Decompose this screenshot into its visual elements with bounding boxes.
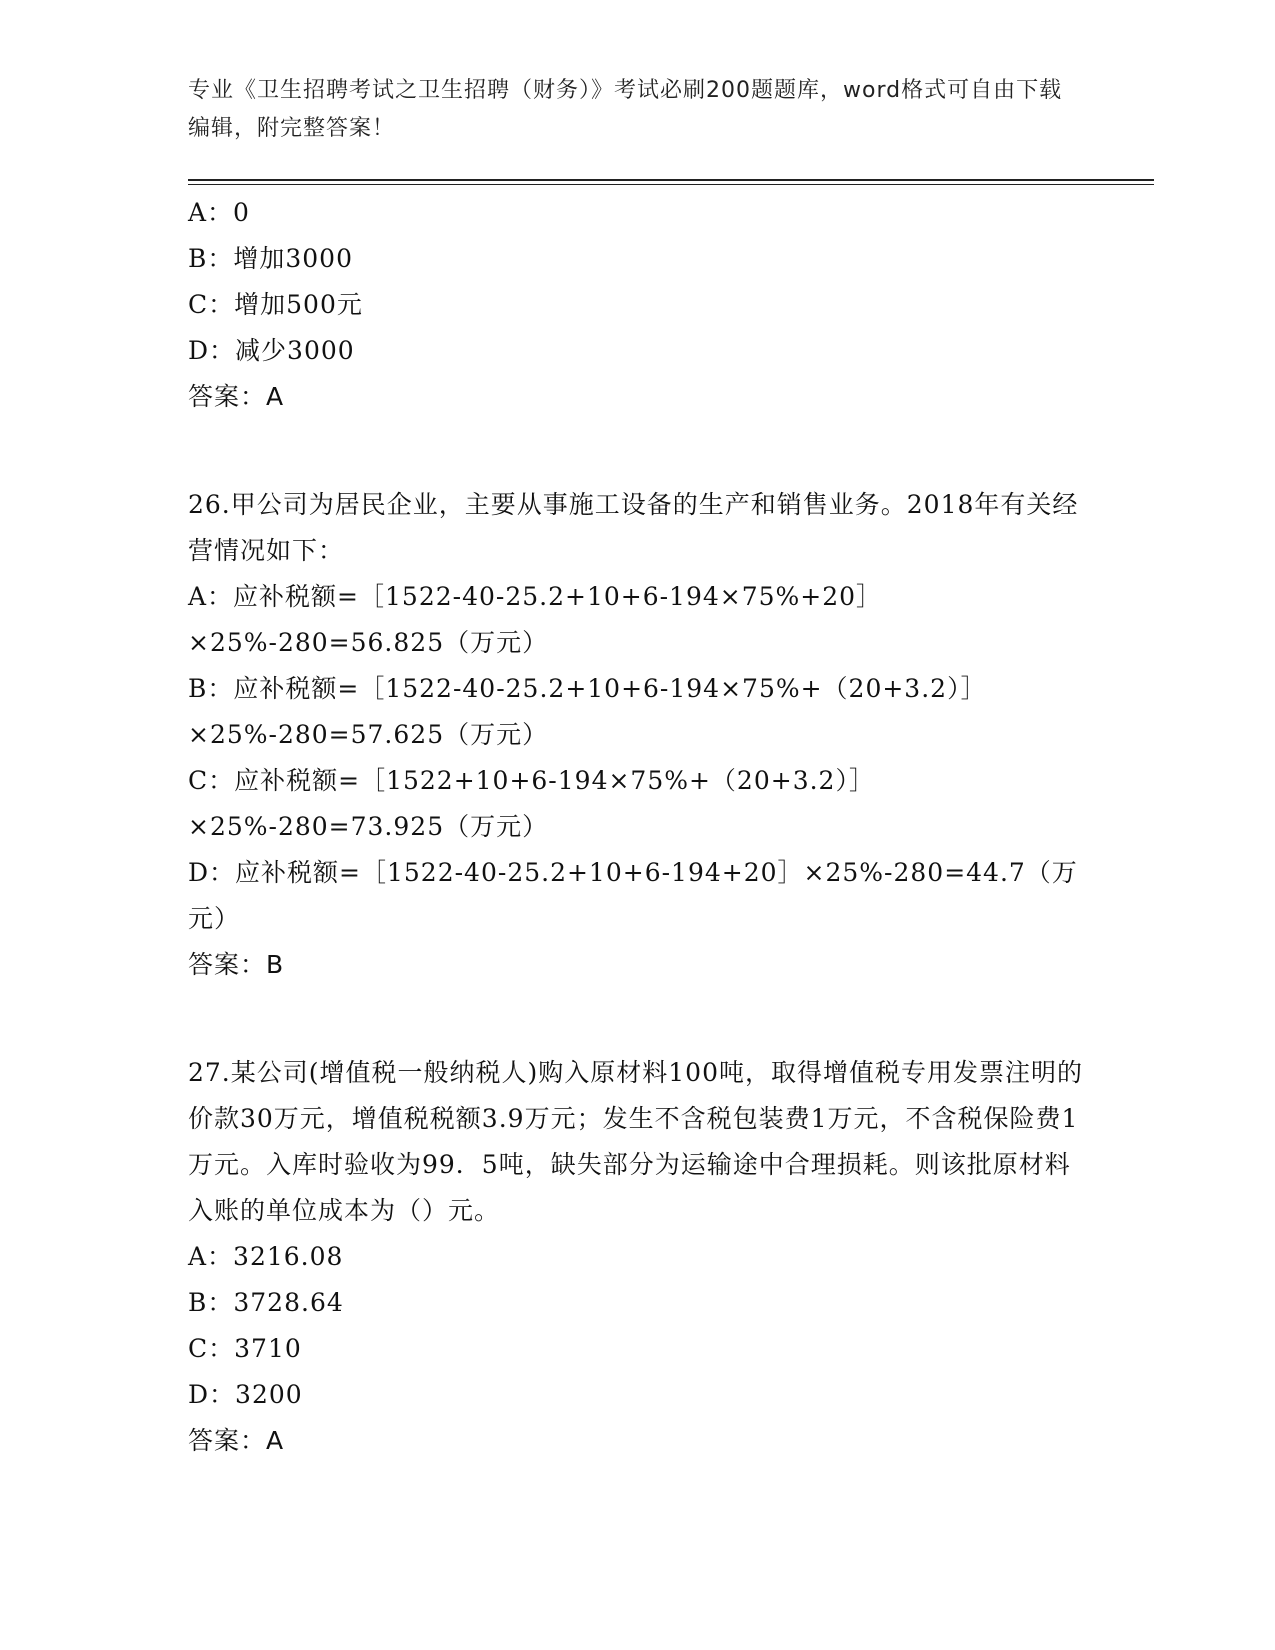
- option-d: D：应补税额=［1522-40-25.2+10+6-194+20］×25%-280=44.7（万元）: [188, 858, 1078, 933]
- question-stem: 27.某公司(增值税一般纳税人)购入原材料100吨，取得增值税专用发票注明的价款30万元，增值税税额3.9万元；发生不含税包装费1万元，不含税保险费1万元。入库时验收为99．5吨，缺失部分为运输途中合理损耗。则该批原材料入账的单位成本为（）元。: [188, 1058, 1083, 1225]
- question-27: [188, 1050, 1088, 1464]
- option-b: B：增加3000: [188, 244, 353, 273]
- header-divider-thin: [188, 184, 1154, 185]
- header-divider-thick: [188, 179, 1154, 181]
- option-b: B：3728.64: [188, 1288, 344, 1317]
- option-a: A：3216.08: [188, 1242, 344, 1271]
- question-stem: 26.甲公司为居民企业，主要从事施工设备的生产和销售业务。2018年有关经营情况如下：: [188, 490, 1079, 565]
- document-body: [188, 190, 1088, 1464]
- option-c: C：应补税额=［1522+10+6-194×75%+（20+3.2）］×25%-280=73.925（万元）: [188, 766, 875, 841]
- option-d: D：3200: [188, 1380, 303, 1409]
- option-b: B：应补税额=［1522-40-25.2+10+6-194×75%+（20+3.2）］×25%-280=57.625（万元）: [188, 674, 987, 749]
- answer-key: 答案：A: [188, 1426, 285, 1455]
- option-c: C：增加500元: [188, 290, 363, 319]
- question-25-options: [188, 190, 1088, 420]
- answer-key: 答案：B: [188, 950, 285, 979]
- answer-key: 答案：A: [188, 382, 285, 411]
- option-c: C：3710: [188, 1334, 302, 1363]
- option-d: D：减少3000: [188, 336, 355, 365]
- document-header: 专业《卫生招聘考试之卫生招聘（财务）》考试必刷200题题库，word格式可自由下载编辑，附完整答案！: [188, 78, 1063, 141]
- option-a: A：0: [188, 198, 250, 227]
- option-a: A：应补税额=［1522-40-25.2+10+6-194×75%+20］×25%-280=56.825（万元）: [188, 582, 883, 657]
- question-26: [188, 482, 1088, 988]
